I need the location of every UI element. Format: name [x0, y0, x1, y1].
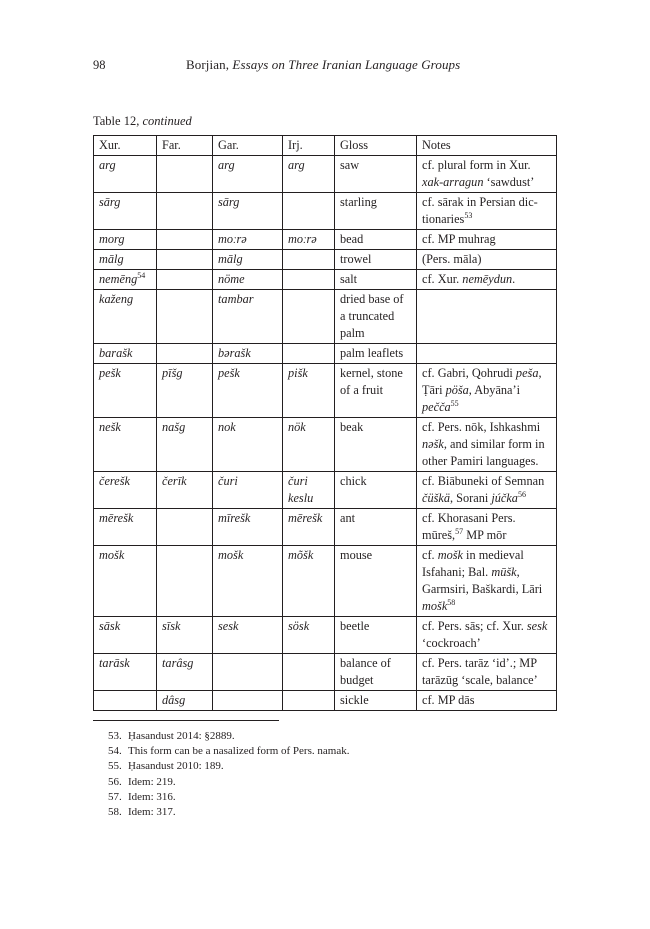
- table-row: [94, 344, 557, 364]
- cell-notes: [417, 654, 557, 691]
- cell-far: [157, 250, 213, 270]
- cell-gar: [213, 418, 283, 472]
- cell-text: moːrə: [288, 232, 317, 246]
- table-row: [94, 509, 557, 546]
- cell-text: in medieval Isfahani; Bal.: [422, 548, 524, 579]
- cell-text: cf. Gabri, Qohrudi: [422, 366, 516, 380]
- cell-text: cf. Pers. sās; cf. Xur.: [422, 619, 527, 633]
- cell-text: , Sorani: [450, 491, 492, 505]
- cell-gar: [213, 250, 283, 270]
- footnote: [108, 805, 349, 820]
- cell-text: (Pers. māla): [422, 252, 482, 266]
- cell-gloss: [335, 509, 417, 546]
- header-irj: Irj.: [283, 136, 335, 156]
- cell-text: MP mōr: [463, 528, 507, 542]
- cell-gloss: [335, 654, 417, 691]
- cell-text: cf. sārak in Persian dictionaries: [422, 195, 538, 226]
- table-row: [94, 546, 557, 617]
- cell-text: cf. Pers. nōk, Ishkashmi: [422, 420, 541, 434]
- cell-text: dried base of a truncated palm: [340, 292, 404, 340]
- cell-text: nöme: [218, 272, 245, 286]
- footnote: [108, 790, 349, 805]
- cell-far: [157, 364, 213, 418]
- cell-text: mošk: [99, 548, 125, 562]
- header-xur: Xur.: [94, 136, 157, 156]
- cell-text: pišk: [288, 366, 308, 380]
- cell-text: mērešk: [288, 511, 323, 525]
- cell-xur: [94, 654, 157, 691]
- cell-notes: [417, 270, 557, 290]
- cell-text: sesk: [218, 619, 239, 633]
- footnote-number: 55.: [108, 760, 122, 773]
- footnote-number: 56.: [108, 775, 122, 788]
- cell-gar: [213, 344, 283, 364]
- footnote-text: Idem: 316.: [128, 790, 176, 803]
- running-head-title: Essays on Three Iranian Language Groups: [232, 57, 461, 72]
- cell-irj: [283, 617, 335, 654]
- cell-gar: [213, 472, 283, 509]
- cell-xur: [94, 546, 157, 617]
- table-row: [94, 250, 557, 270]
- cell-text: čuri: [218, 474, 238, 488]
- cell-text: nešk: [99, 420, 121, 434]
- running-head: [186, 57, 460, 73]
- table-row: [94, 418, 557, 472]
- cell-text: , Ṭāri: [422, 366, 542, 397]
- cell-text: arg: [288, 158, 305, 172]
- cell-text: mõšk: [288, 548, 314, 562]
- header-gar: Gar.: [213, 136, 283, 156]
- cell-text: sārg: [218, 195, 240, 209]
- cell-text: kernel, stone of a fruit: [340, 366, 403, 397]
- footnote-text: Ḥasandust 2010: 189.: [128, 760, 224, 773]
- header-far: Far.: [157, 136, 213, 156]
- cell-text: sāsk: [99, 619, 121, 633]
- cell-far: [157, 230, 213, 250]
- cell-gar: [213, 509, 283, 546]
- cell-notes: [417, 546, 557, 617]
- cell-far: [157, 691, 213, 711]
- cell-text: peša: [515, 366, 539, 380]
- cell-gar: [213, 270, 283, 290]
- table-row: [94, 270, 557, 290]
- footnote-text: Idem: 317.: [128, 806, 176, 819]
- cell-xur: [94, 250, 157, 270]
- cell-gloss: [335, 691, 417, 711]
- footnote: [108, 775, 349, 790]
- footnote: [108, 729, 349, 744]
- cell-notes: [417, 691, 557, 711]
- running-head-author: Borjian,: [186, 57, 233, 72]
- table-row: [94, 290, 557, 344]
- table-body: [94, 156, 557, 711]
- cell-xur: [94, 193, 157, 230]
- table-row: [94, 617, 557, 654]
- table-caption-continued: continued: [142, 114, 192, 128]
- footnote-ref: 56: [517, 490, 526, 499]
- cell-text: ant: [340, 511, 356, 525]
- cell-far: [157, 472, 213, 509]
- cell-notes: [417, 364, 557, 418]
- cell-irj: [283, 290, 335, 344]
- footnote-text: Ḥasandust 2014: §2889.: [128, 730, 235, 742]
- cell-text: cf. MP dās: [422, 693, 475, 707]
- cell-irj: [283, 270, 335, 290]
- footnote-ref: 53: [464, 211, 473, 220]
- cell-text: arg: [99, 158, 116, 172]
- cell-irj: [283, 250, 335, 270]
- cell-text: mālg: [99, 252, 124, 266]
- cell-gar: [213, 193, 283, 230]
- footnotes: [108, 729, 349, 820]
- cell-text: pīšg: [162, 366, 183, 380]
- table-row: [94, 472, 557, 509]
- cell-text: bərašk: [218, 346, 251, 360]
- cell-text: mērešk: [99, 511, 134, 525]
- cell-gloss: [335, 418, 417, 472]
- cell-xur: [94, 418, 157, 472]
- cell-text: tarāsk: [99, 656, 130, 670]
- cell-irj: [283, 230, 335, 250]
- cell-gar: [213, 654, 283, 691]
- cell-text: dâsg: [162, 693, 186, 707]
- cell-text: tambar: [218, 292, 254, 306]
- cell-gar: [213, 230, 283, 250]
- cell-xur: [94, 472, 157, 509]
- table-header-row: [94, 136, 557, 156]
- cell-text: arg: [218, 158, 235, 172]
- cell-gloss: [335, 250, 417, 270]
- footnote-text: This form can be a nasalized form of Pers. namak.: [128, 745, 350, 758]
- footnote-divider: [93, 720, 279, 721]
- cell-xur: [94, 691, 157, 711]
- footnote-ref: 58: [447, 598, 456, 607]
- cell-text: mošk: [437, 548, 463, 562]
- cell-text: mūšk: [491, 565, 517, 579]
- cell-text: bead: [340, 232, 364, 246]
- lexicon-table-container: [93, 135, 556, 711]
- cell-xur: [94, 270, 157, 290]
- cell-text: sīsk: [162, 619, 181, 633]
- cell-gloss: [335, 290, 417, 344]
- cell-far: [157, 344, 213, 364]
- cell-gloss: [335, 193, 417, 230]
- cell-far: [157, 654, 213, 691]
- cell-xur: [94, 230, 157, 250]
- cell-text: trowel: [340, 252, 372, 266]
- cell-notes: [417, 344, 557, 364]
- cell-xur: [94, 364, 157, 418]
- cell-text: nok: [218, 420, 236, 434]
- cell-xur: [94, 156, 157, 193]
- footnote-text: Idem: 219.: [128, 775, 176, 788]
- cell-gar: [213, 290, 283, 344]
- cell-notes: [417, 193, 557, 230]
- cell-text: mālg: [218, 252, 243, 266]
- cell-text: saw: [340, 158, 360, 172]
- cell-text: beetle: [340, 619, 370, 633]
- cell-irj: [283, 509, 335, 546]
- cell-text: mošk: [422, 599, 448, 613]
- cell-far: [157, 193, 213, 230]
- cell-text: čerīk: [162, 474, 187, 488]
- cell-gar: [213, 617, 283, 654]
- cell-gloss: [335, 546, 417, 617]
- cell-notes: [417, 472, 557, 509]
- cell-text: salt: [340, 272, 358, 286]
- cell-text: ‘cockroach’: [422, 636, 481, 650]
- footnote-number: 53.: [108, 730, 122, 742]
- cell-text: pöša: [445, 383, 469, 397]
- cell-far: [157, 156, 213, 193]
- cell-notes: [417, 418, 557, 472]
- cell-text: pečča: [422, 400, 451, 414]
- cell-text: cf.: [422, 548, 438, 562]
- cell-text: nemēydun: [462, 272, 513, 286]
- cell-gloss: [335, 364, 417, 418]
- cell-far: [157, 546, 213, 617]
- cell-text: xak-arragun: [422, 175, 484, 189]
- cell-text: barašk: [99, 346, 133, 360]
- cell-gloss: [335, 156, 417, 193]
- cell-far: [157, 290, 213, 344]
- cell-text: starling: [340, 195, 377, 209]
- cell-gloss: [335, 617, 417, 654]
- cell-text: našg: [162, 420, 186, 434]
- cell-irj: [283, 472, 335, 509]
- cell-xur: [94, 290, 157, 344]
- cell-text: balance of budget: [340, 656, 391, 687]
- cell-gloss: [335, 230, 417, 250]
- cell-gar: [213, 156, 283, 193]
- cell-far: [157, 418, 213, 472]
- cell-text: , and similar form in other Pamiri languages.: [422, 437, 545, 468]
- cell-gloss: [335, 344, 417, 364]
- cell-xur: [94, 509, 157, 546]
- cell-xur: [94, 617, 157, 654]
- cell-text: tarâsg: [162, 656, 194, 670]
- table-row: [94, 230, 557, 250]
- cell-notes: [417, 290, 557, 344]
- cell-text: čüškä: [422, 491, 450, 505]
- cell-text: mošk: [218, 548, 244, 562]
- cell-notes: [417, 250, 557, 270]
- cell-gloss: [335, 472, 417, 509]
- table-row: [94, 654, 557, 691]
- footnote-ref: 57: [455, 527, 464, 536]
- cell-text: beak: [340, 420, 364, 434]
- footnote-ref: 55: [450, 399, 459, 408]
- cell-text: nəšk: [422, 437, 444, 451]
- cell-text: cf. Biābuneki of Semnan: [422, 474, 545, 488]
- cell-text: pešk: [99, 366, 121, 380]
- cell-text: čerešk: [99, 474, 130, 488]
- cell-text: kaženg: [99, 292, 134, 306]
- cell-gar: [213, 364, 283, 418]
- footnote: [108, 759, 349, 774]
- header-gloss: Gloss: [335, 136, 417, 156]
- table-row: [94, 156, 557, 193]
- cell-text: nök: [288, 420, 306, 434]
- cell-gloss: [335, 270, 417, 290]
- table-row: [94, 364, 557, 418]
- lexicon-table: [93, 135, 557, 711]
- cell-text: cf. MP muhrag: [422, 232, 496, 246]
- cell-text: sösk: [288, 619, 310, 633]
- cell-irj: [283, 344, 335, 364]
- cell-irj: [283, 546, 335, 617]
- cell-text: cf. Xur.: [422, 272, 463, 286]
- cell-text: , Garmsiri, Baškardi, Lāri: [422, 565, 543, 596]
- table-row: [94, 193, 557, 230]
- cell-text: cf. plural form in Xur.: [422, 158, 531, 172]
- cell-text: palm leaflets: [340, 346, 404, 360]
- cell-text: júčka: [491, 491, 518, 505]
- cell-gar: [213, 691, 283, 711]
- cell-far: [157, 270, 213, 290]
- cell-far: [157, 617, 213, 654]
- cell-text: nemēng: [99, 272, 138, 286]
- cell-irj: [283, 691, 335, 711]
- footnote-number: 54.: [108, 745, 122, 758]
- cell-text: chick: [340, 474, 367, 488]
- page-number: 98: [93, 58, 106, 72]
- cell-irj: [283, 193, 335, 230]
- cell-irj: [283, 364, 335, 418]
- cell-notes: [417, 509, 557, 546]
- cell-text: sickle: [340, 693, 369, 707]
- cell-text: .: [512, 272, 516, 286]
- cell-text: ‘sawdust’: [483, 175, 535, 189]
- cell-text: cf. Pers. tarāz ‘id’.; MP tarāzūg ‘scale, balance’: [422, 656, 538, 687]
- cell-irj: [283, 156, 335, 193]
- footnote-number: 57.: [108, 790, 122, 803]
- cell-text: sārg: [99, 195, 121, 209]
- cell-irj: [283, 418, 335, 472]
- table-row: [94, 691, 557, 711]
- cell-text: , Abyāna’i: [468, 383, 521, 397]
- cell-notes: [417, 617, 557, 654]
- cell-xur: [94, 344, 157, 364]
- cell-text: mouse: [340, 548, 373, 562]
- cell-irj: [283, 654, 335, 691]
- footnote: [108, 744, 349, 759]
- cell-text: pešk: [218, 366, 240, 380]
- cell-text: moːrə: [218, 232, 247, 246]
- cell-text: mīrešk: [218, 511, 251, 525]
- footnote-ref: 54: [137, 271, 146, 280]
- cell-far: [157, 509, 213, 546]
- cell-gar: [213, 546, 283, 617]
- cell-notes: [417, 156, 557, 193]
- table-caption: [93, 114, 192, 129]
- table-caption-label: Table 12,: [93, 114, 143, 128]
- cell-text: čuri keslu: [288, 474, 314, 505]
- footnote-number: 58.: [108, 806, 122, 819]
- cell-text: morg: [99, 232, 125, 246]
- cell-notes: [417, 230, 557, 250]
- header-notes: Notes: [417, 136, 557, 156]
- cell-text: sesk: [526, 619, 548, 633]
- cell-text: cf. Khorasani Pers. mūreš,: [422, 511, 516, 542]
